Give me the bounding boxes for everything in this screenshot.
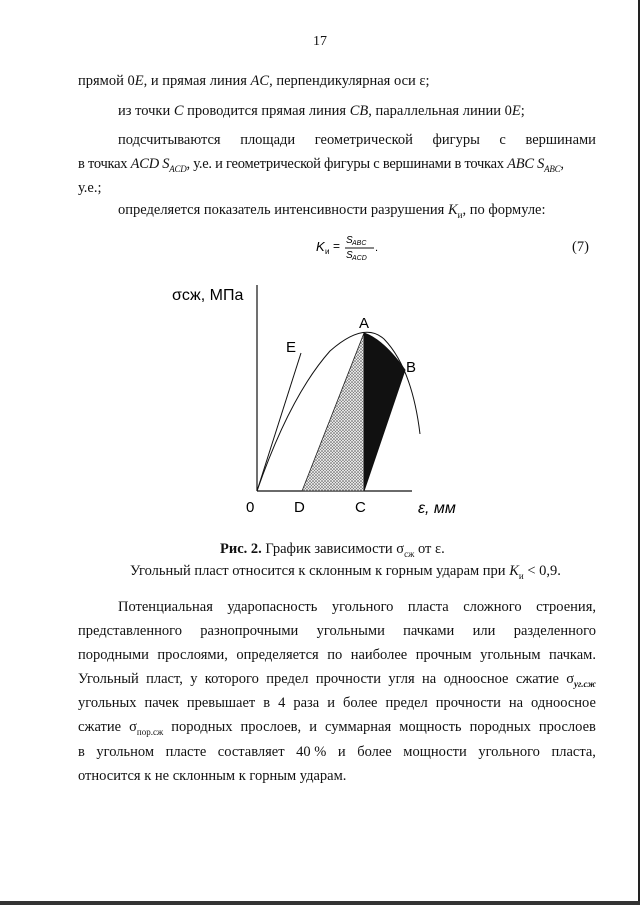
body-line-2: представленного разнопрочными угольными пачками или разделенного [78,623,596,639]
area-abc [364,333,405,491]
figure-caption: Рис. 2. График зависимости $\sigma_{сж}$ от ε. [220,541,445,559]
point-a-label: A [359,315,370,332]
point-b-label: B [406,359,417,376]
formula-dot: . [375,242,379,254]
point-c-label: C [355,499,366,516]
body-line-8: относится к не склонным к горным ударам. [78,768,347,784]
formula-den-s: S [346,250,353,261]
page-number: 17 [313,34,327,49]
body-line-3: породными прослоями, определяется по наиболее прочным угольным пачкам. [78,647,596,663]
text-line-3: подсчитываются площади геометрической фигуры с вершинами [118,132,596,148]
formula-eq: = [333,239,341,253]
point-e-label: E [286,339,297,356]
formula [316,231,396,270]
body-line-7: в угольном пласте составляет 40 % и более мощности угольного пласта, [78,744,596,760]
formula-k-sub: и [325,247,330,256]
figure-caption-line-2: Угольный пласт относится к склонным к горным ударам при $K_и < 0,9$. [130,563,561,581]
formula-den-sub: ACD [352,255,367,262]
text-line-5: у.е.; [78,180,102,196]
text-line-4: в точках ACD $S_{ACD}$, у.е. и геометрической фигуры с вершинами в точках ABC $S_{ABC}$, [78,156,564,174]
area-acd [302,333,364,491]
formula-num-s: S [346,235,353,246]
text-line-2: из точки C проводится прямая линия CB, параллельная линии 0E; [118,103,525,119]
text-line-6: определяется показатель интенсивности разрушения $K_и$, по формуле: [118,202,546,220]
body-line-5: угольных пачек превышает в 4 раза и более предел прочности на одноосное [78,695,596,711]
stress-strain-figure [150,276,480,521]
formula-num-sub: ABC [352,240,367,247]
body-line-6: сжатие $\sigma_{пор.сж}$ породных прослоев, и суммарная мощность породных прослоев [78,719,596,737]
x-axis-label: ε, мм [418,500,456,517]
body-line-4: Угольный пласт, у которого предел прочности угля на одноосное сжатие $\sigma_{уг.сж}$ [78,671,596,689]
formula-k: K [316,239,325,254]
point-o-label: 0 [246,499,255,516]
formula-number: (7) [572,239,589,255]
text-line-1: прямой 0E, и прямая линия AC, перпендикулярная оси ε; [78,73,430,89]
point-d-label: D [294,499,305,516]
y-axis-label: σсж, МПа [172,287,244,304]
tangent-line-oe [257,353,301,491]
body-line-1: Потенциальная ударопасность угольного пласта сложного строения, [118,599,596,615]
page-edge-bottom [0,901,640,905]
